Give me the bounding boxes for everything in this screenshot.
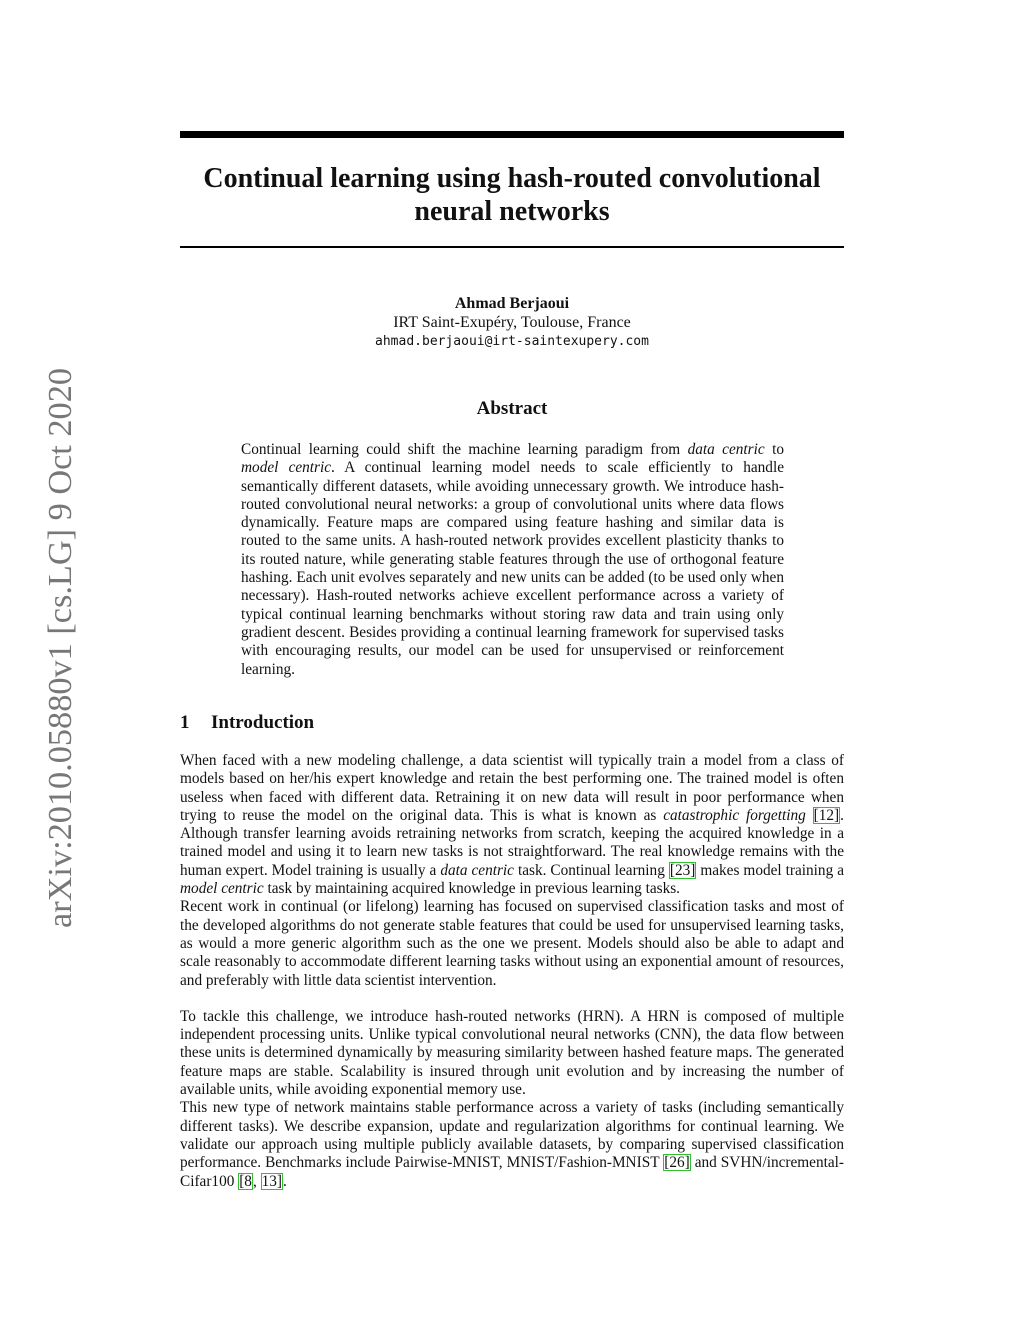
paragraph-text: task. Continual learning (513, 861, 669, 879)
section-title: Introduction (211, 712, 315, 733)
intro-paragraph-2: Recent work in continual (or lifelong) learning has focused on supervised classification tasks and most of the developed algorithms do not generate stable features that could be used for unsupervised learning tasks, as would a more generic algorithm such as the one we present. Models should also be able to adapt and scale reasonably to accommodate different learning tasks without using an exponential amount of resources, and preferably with little data scientist intervention. (180, 898, 844, 989)
arxiv-identifier-stamp (40, 365, 80, 930)
title-line-1: Continual learning using hash-routed convolutional (203, 163, 821, 194)
abstract-text: to (764, 441, 784, 458)
emphasis-text: data centric (440, 861, 514, 879)
emphasis-text: model centric (180, 880, 264, 898)
introduction-body (180, 752, 844, 1191)
paragraph-text: and SVHN/incremental-Cifar100 (180, 1154, 844, 1190)
arxiv-identifier-text: arXiv:2010.05880v1 [cs.LG] 9 Oct 2020 (42, 372, 79, 928)
paragraph-text: task by maintaining acquired knowledge in previous learning tasks. (263, 880, 681, 898)
abstract-text: Continual learning could shift the machine learning paradigm from (241, 441, 688, 458)
paragraph-text: , (252, 1172, 261, 1190)
abstract-text: . A continual learning model needs to scale efficiently to handle semantically different datasets, while avoiding unnecessary growth. We introduce hash-routed convolutional neural networks: a group of convolutional units where data flows dynamically. Feature maps are compared using feature hashing and similar data is routed to the same units. A hash-routed network provides excellent plasticity thanks to its routed nature, while generating stable features through the use of orthogonal feature hashing. Each unit evolves separately and new units can be added (to be used only when necessary). Hash-routed networks achieve excellent performance across a variety of typical continual learning benchmarks without storing raw data and train using only gradient descent. Besides providing a continual learning framework for supervised tasks with encouraging results, our model can be used for unsupervised or reinforcement learning. (241, 459, 784, 678)
intro-paragraph-4 (180, 1099, 844, 1190)
citation-link-13[interactable]: 13] (261, 1172, 283, 1190)
author-block (180, 294, 844, 351)
title-top-rule (180, 131, 844, 138)
citation-link-8[interactable]: [8 (239, 1172, 252, 1190)
paper-title (180, 162, 844, 228)
author-name: Ahmad Berjaoui (454, 295, 570, 312)
abstract-heading: Abstract (476, 398, 548, 419)
citation-link-23[interactable]: [23] (669, 861, 696, 879)
intro-paragraph-3: To tackle this challenge, we introduce hash-routed networks (HRN). A HRN is composed of multiple independent processing units. Unlike typical convolutional neural networks (CNN), the data flow between these units is determined dynamically by measuring similarity between hashed feature maps. The generated feature maps are stable. Scalability is insured through unit evolution and by increasing the number of available units, while avoiding exponential memory use. (180, 1007, 844, 1099)
abstract-body (241, 441, 784, 679)
paragraph-text: This new type of network maintains stable performance across a variety of tasks (including semantically different tasks). We describe expansion, update and regularization algorithms for continual learning. We validate our approach using multiple publicly available datasets, by comparing supervised classification performance. Benchmarks include Pairwise-MNIST, MNIST/Fashion-MNIST (180, 1099, 844, 1172)
citation-link-12[interactable]: [12] (813, 806, 840, 824)
paragraph-text: makes model training a (696, 861, 844, 879)
intro-paragraph-1 (180, 752, 844, 898)
section-heading-introduction (180, 711, 844, 735)
title-line-2: neural networks (414, 196, 610, 227)
author-email[interactable]: ahmad.berjaoui@irt-saintexupery.com (375, 334, 649, 349)
paragraph-text: When faced with a new modeling challenge, a data scientist will typically train a model from a class of models based on her/his expert knowledge and retain the best performing one. The trained model is often useless when faced with different data. Retraining it on new data will result in poor performance when trying to reuse the model on the original data. This is what is known as (180, 752, 844, 824)
section-number: 1 (180, 712, 190, 733)
paragraph-text: . (283, 1172, 287, 1190)
citation-link-26[interactable]: [26] (664, 1154, 690, 1172)
abstract-emphasis: model centric (241, 459, 332, 477)
paragraph-text: . Although transfer learning avoids retraining networks from scratch, keeping the acquired knowledge in a trained model and using it to learn new tasks is not straightforward. The real knowledge remains with the human expert. Model training is usually a (180, 806, 844, 879)
author-affiliation: IRT Saint-Exupéry, Toulouse, France (393, 314, 631, 331)
paragraph-text (806, 807, 813, 824)
abstract-emphasis: data centric (687, 441, 765, 458)
emphasis-text: catastrophic forgetting (663, 806, 806, 824)
title-bottom-rule (180, 246, 844, 248)
